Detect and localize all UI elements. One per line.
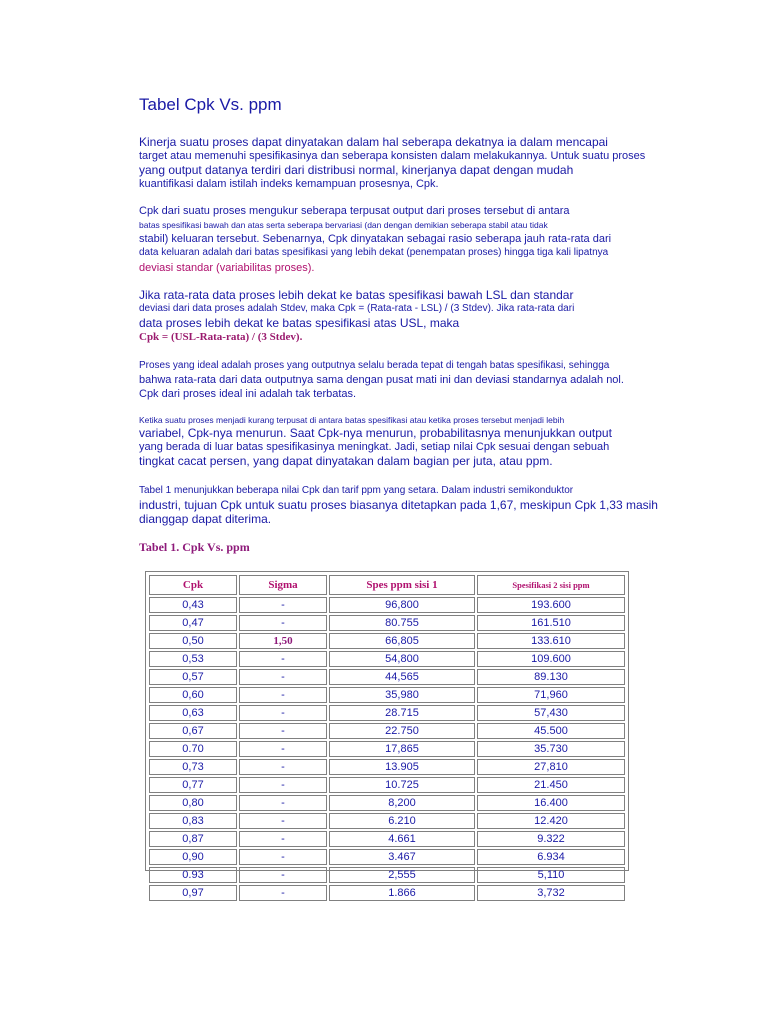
p3-formula: Cpk = (USL-Rata-rata) / (3 Stdev). bbox=[139, 331, 303, 343]
table-row bbox=[149, 651, 625, 667]
cell-ppm-two-side: 133.610 bbox=[477, 633, 625, 649]
table-row bbox=[149, 723, 625, 739]
cell-cpk: 0,83 bbox=[149, 813, 237, 829]
cell-ppm-one-side: 6.210 bbox=[329, 813, 475, 829]
table-row bbox=[149, 633, 625, 649]
cell-ppm-one-side: 96,800 bbox=[329, 597, 475, 613]
cell-sigma: - bbox=[239, 687, 327, 703]
table-row bbox=[149, 831, 625, 847]
cell-cpk: 0,80 bbox=[149, 795, 237, 811]
cell-sigma: - bbox=[239, 741, 327, 757]
p3-line: Jika rata-rata data proses lebih dekat ke batas spesifikasi bawah LSL dan standar bbox=[139, 288, 574, 302]
cell-cpk: 0,90 bbox=[149, 849, 237, 865]
table-row bbox=[149, 885, 625, 901]
cell-ppm-one-side: 13.905 bbox=[329, 759, 475, 775]
cell-ppm-one-side: 3.467 bbox=[329, 849, 475, 865]
cell-ppm-one-side: 35,980 bbox=[329, 687, 475, 703]
table-row bbox=[149, 669, 625, 685]
cell-ppm-two-side: 3,732 bbox=[477, 885, 625, 901]
p5-line: yang berada di luar batas spesifikasinya meningkat. Jadi, setiap nilai Cpk sesuai dengan sebuah bbox=[139, 441, 610, 453]
table-row bbox=[149, 597, 625, 613]
cell-cpk: 0,67 bbox=[149, 723, 237, 739]
cell-ppm-one-side: 1.866 bbox=[329, 885, 475, 901]
cell-ppm-two-side: 6.934 bbox=[477, 849, 625, 865]
cell-sigma: - bbox=[239, 669, 327, 685]
cell-sigma: - bbox=[239, 813, 327, 829]
cell-cpk: 0,43 bbox=[149, 597, 237, 613]
cell-ppm-two-side: 71,960 bbox=[477, 687, 625, 703]
cell-cpk: 0,97 bbox=[149, 885, 237, 901]
cell-ppm-two-side: 89.130 bbox=[477, 669, 625, 685]
table-title: Tabel 1. Cpk Vs. ppm bbox=[139, 540, 250, 554]
p4-line: Proses yang ideal adalah proses yang outputnya selalu berada tepat di tengah batas spesifikasi, sehingga bbox=[139, 360, 610, 371]
p1-line: kuantifikasi dalam istilah indeks kemampuan prosesnya, Cpk. bbox=[139, 178, 439, 190]
table-row bbox=[149, 615, 625, 631]
p1-line: yang output datanya terdiri dari distribusi normal, kinerjanya dapat dengan mudah bbox=[139, 163, 574, 177]
table-row bbox=[149, 687, 625, 703]
cell-ppm-two-side: 16.400 bbox=[477, 795, 625, 811]
cell-ppm-one-side: 54,800 bbox=[329, 651, 475, 667]
cell-cpk: 0,63 bbox=[149, 705, 237, 721]
p1-line: Kinerja suatu proses dapat dinyatakan dalam hal seberapa dekatnya ia dalam mencapai bbox=[139, 135, 608, 149]
cell-ppm-two-side: 12.420 bbox=[477, 813, 625, 829]
header-sigma: Sigma bbox=[239, 575, 327, 595]
table-row bbox=[149, 849, 625, 865]
paragraph-4 bbox=[139, 359, 709, 401]
paragraph-6 bbox=[139, 484, 709, 526]
cell-ppm-one-side: 2,555 bbox=[329, 867, 475, 883]
table-row bbox=[149, 867, 625, 883]
cell-ppm-two-side: 9.322 bbox=[477, 831, 625, 847]
header-ppm-two-side: Spesifikasi 2 sisi ppm bbox=[477, 575, 625, 595]
paragraph-5 bbox=[139, 414, 709, 468]
p2-line: Cpk dari suatu proses mengukur seberapa terpusat output dari proses tersebut di antara bbox=[139, 205, 570, 217]
cell-sigma: - bbox=[239, 705, 327, 721]
cell-cpk: 0,57 bbox=[149, 669, 237, 685]
cell-ppm-two-side: 109.600 bbox=[477, 651, 625, 667]
cell-ppm-two-side: 193.600 bbox=[477, 597, 625, 613]
cell-ppm-two-side: 161.510 bbox=[477, 615, 625, 631]
p2-line: deviasi standar (variabilitas proses). bbox=[139, 262, 315, 274]
cell-sigma: - bbox=[239, 615, 327, 631]
cell-ppm-one-side: 10.725 bbox=[329, 777, 475, 793]
cell-sigma: - bbox=[239, 651, 327, 667]
cell-ppm-one-side: 80.755 bbox=[329, 615, 475, 631]
cell-sigma: - bbox=[239, 867, 327, 883]
paragraph-2 bbox=[139, 204, 709, 276]
p3-line: deviasi dari data proses adalah Stdev, maka Cpk = (Rata-rata - LSL) / (3 Stdev). Jika rata-rata dari bbox=[139, 303, 575, 314]
p2-line: stabil) keluaran tersebut. Sebenarnya, Cpk dinyatakan sebagai rasio seberapa jauh rata-rata dari bbox=[139, 233, 612, 245]
cell-ppm-one-side: 28.715 bbox=[329, 705, 475, 721]
p1-line: target atau memenuhi spesifikasinya dan seberapa konsisten dalam melakukannya. Untuk suatu proses bbox=[139, 150, 646, 162]
table-row bbox=[149, 741, 625, 757]
paragraph-3 bbox=[139, 288, 709, 344]
p5-line: Ketika suatu proses menjadi kurang terpusat di antara batas spesifikasi atau ketika proses tersebut menjadi lebih bbox=[139, 415, 565, 425]
cell-sigma: - bbox=[239, 885, 327, 901]
cell-ppm-two-side: 57,430 bbox=[477, 705, 625, 721]
cell-sigma: - bbox=[239, 831, 327, 847]
cell-cpk: 0,73 bbox=[149, 759, 237, 775]
cpk-ppm-table-container bbox=[145, 571, 629, 899]
cell-ppm-one-side: 66,805 bbox=[329, 633, 475, 649]
cell-ppm-one-side: 22.750 bbox=[329, 723, 475, 739]
cell-ppm-two-side: 45.500 bbox=[477, 723, 625, 739]
cell-cpk: 0,77 bbox=[149, 777, 237, 793]
cell-ppm-one-side: 4.661 bbox=[329, 831, 475, 847]
p2-line: batas spesifikasi bawah dan atas serta seberapa bervariasi (dan dengan demikian seberapa stabil atau tidak bbox=[139, 220, 548, 230]
page-title: Tabel Cpk Vs. ppm bbox=[139, 95, 282, 114]
table-row bbox=[149, 813, 625, 829]
cpk-ppm-table bbox=[147, 573, 627, 903]
header-ppm-one-side: Spes ppm sisi 1 bbox=[329, 575, 475, 595]
p4-line: bahwa rata-rata dari data outputnya sama dengan pusat mati ini dan deviasi standarnya adalah nol. bbox=[139, 374, 624, 386]
cell-sigma: - bbox=[239, 849, 327, 865]
cell-ppm-one-side: 44,565 bbox=[329, 669, 475, 685]
table-row bbox=[149, 705, 625, 721]
p5-line: tingkat cacat persen, yang dapat dinyatakan dalam bagian per juta, atau ppm. bbox=[139, 454, 553, 468]
cell-ppm-two-side: 5,110 bbox=[477, 867, 625, 883]
cell-sigma: - bbox=[239, 795, 327, 811]
cell-sigma: - bbox=[239, 597, 327, 613]
p5-line: variabel, Cpk-nya menurun. Saat Cpk-nya menurun, probabilitasnya menunjukkan output bbox=[139, 426, 612, 440]
p3-line: data proses lebih dekat ke batas spesifikasi atas USL, maka bbox=[139, 316, 460, 330]
cell-ppm-one-side: 8,200 bbox=[329, 795, 475, 811]
cell-cpk: 0,47 bbox=[149, 615, 237, 631]
cell-sigma: - bbox=[239, 759, 327, 775]
cell-cpk: 0,53 bbox=[149, 651, 237, 667]
header-cpk: Cpk bbox=[149, 575, 237, 595]
p6-line: industri, tujuan Cpk untuk suatu proses biasanya ditetapkan pada 1,67, meskipun Cpk 1,33 masih bbox=[139, 498, 658, 512]
p4-line: Cpk dari proses ideal ini adalah tak terbatas. bbox=[139, 388, 357, 400]
table-row bbox=[149, 777, 625, 793]
cell-cpk: 0,50 bbox=[149, 633, 237, 649]
paragraph-1 bbox=[139, 135, 709, 191]
p6-line: Tabel 1 menunjukkan beberapa nilai Cpk dan tarif ppm yang setara. Dalam industri semikonduktor bbox=[139, 485, 574, 496]
cell-ppm-two-side: 27,810 bbox=[477, 759, 625, 775]
cell-cpk: 0.93 bbox=[149, 867, 237, 883]
cell-ppm-two-side: 35.730 bbox=[477, 741, 625, 757]
cell-sigma: 1,50 bbox=[239, 633, 327, 649]
cell-cpk: 0,87 bbox=[149, 831, 237, 847]
cell-ppm-two-side: 21.450 bbox=[477, 777, 625, 793]
p2-line: data keluaran adalah dari batas spesifikasi yang lebih dekat (penempatan proses) hingga tiga kali lipatnya bbox=[139, 247, 609, 258]
table-row bbox=[149, 759, 625, 775]
table-header-row bbox=[149, 575, 625, 595]
table-row bbox=[149, 795, 625, 811]
cell-cpk: 0,60 bbox=[149, 687, 237, 703]
p6-line: dianggap dapat diterima. bbox=[139, 512, 272, 526]
cell-sigma: - bbox=[239, 723, 327, 739]
cell-sigma: - bbox=[239, 777, 327, 793]
cell-cpk: 0.70 bbox=[149, 741, 237, 757]
table-body bbox=[149, 597, 625, 901]
cell-ppm-one-side: 17,865 bbox=[329, 741, 475, 757]
